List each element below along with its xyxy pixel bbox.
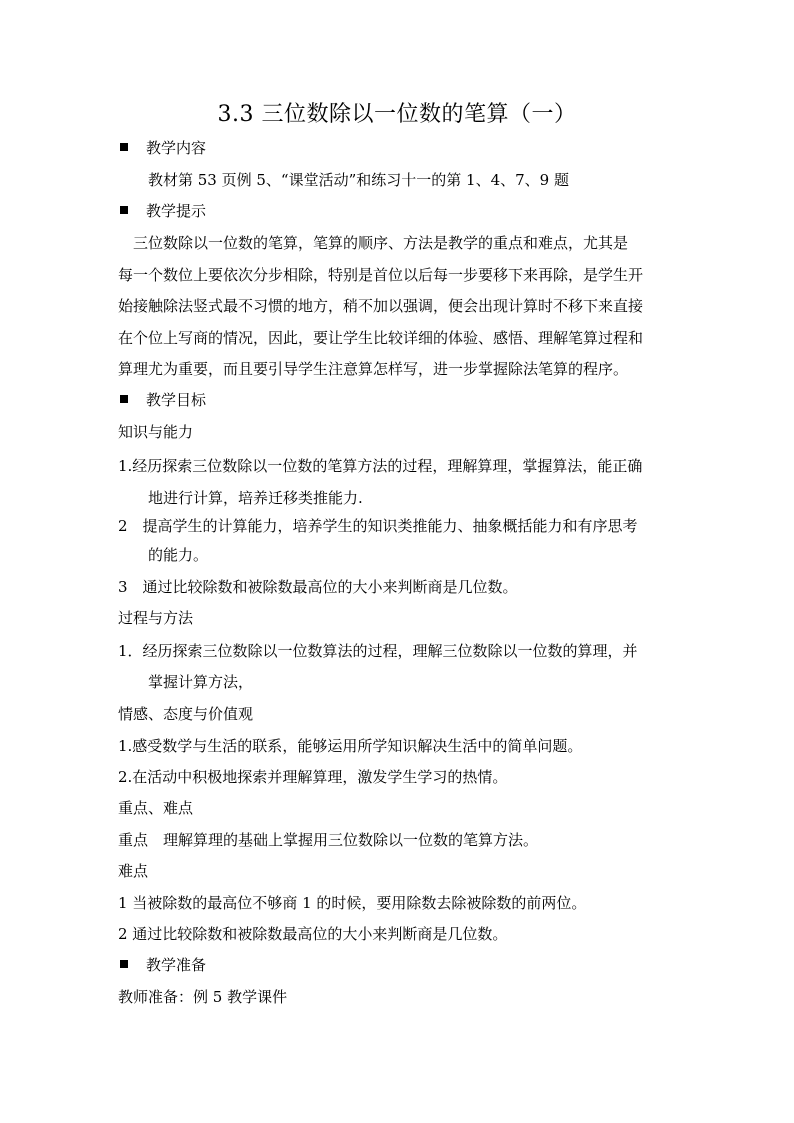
subheading-process: 过程与方法 bbox=[118, 609, 194, 627]
difficulty-item: 1 当被除数的最高位不够商 1 的时候，要用除数去除被除数的前两位。 bbox=[118, 894, 587, 912]
subheading-difficulty: 难点 bbox=[118, 862, 149, 880]
goal-item: 2.在活动中积极地探索并理解算理，激发学生学习的热情。 bbox=[118, 768, 508, 786]
hints-line: 三位数除以一位数的笔算，笔算的顺序、方法是教学的重点和难点，尤其是 bbox=[118, 234, 629, 252]
goal-item: 3 通过比较除数和被除数最高位的大小来判断商是几位数。 bbox=[118, 578, 518, 596]
goal-item-cont: 掌握计算方法， bbox=[148, 673, 254, 691]
subheading-knowledge: 知识与能力 bbox=[118, 423, 194, 441]
goal-item-cont: 的能力。 bbox=[148, 546, 209, 564]
section-heading-goals bbox=[120, 389, 206, 411]
goal-item: 1.经历探索三位数除以一位数的笔算方法的过程，理解算理，掌握算法，能正确 bbox=[118, 457, 643, 475]
square-bullet-icon bbox=[120, 395, 128, 403]
goal-item: 2 提高学生的计算能力，培养学生的知识类推能力、抽象概括能力和有序思考 bbox=[118, 517, 638, 535]
prep-text: 教师准备：例 5 教学课件 bbox=[118, 988, 288, 1006]
subheading-emotion: 情感、态度与价值观 bbox=[118, 705, 254, 723]
hints-line: 算理尤为重要，而且要引导学生注意算怎样写，进一步掌握除法笔算的程序。 bbox=[118, 360, 629, 378]
difficulty-item: 2 通过比较除数和被除数最高位的大小来判断商是几位数。 bbox=[118, 925, 508, 943]
goal-item-cont: 地进行计算，培养迁移类推能力. bbox=[148, 489, 363, 507]
square-bullet-icon bbox=[120, 206, 128, 214]
heading-text: 教学内容 bbox=[146, 139, 207, 157]
hints-line: 在个位上写商的情况，因此，要让学生比较详细的体验、感悟、理解笔算过程和 bbox=[118, 329, 644, 347]
square-bullet-icon bbox=[120, 143, 128, 151]
heading-text: 教学目标 bbox=[146, 391, 207, 409]
key-point-text: 重点 理解算理的基础上掌握用三位数除以一位数的笔算方法。 bbox=[118, 831, 539, 849]
section-heading-content bbox=[120, 137, 206, 159]
goal-item: 1.感受数学与生活的联系，能够运用所学知识解决生活中的简单问题。 bbox=[118, 737, 583, 755]
heading-text: 教学提示 bbox=[146, 202, 207, 220]
goal-item: 1．经历探索三位数除以一位数算法的过程，理解三位数除以一位数的算理，并 bbox=[118, 642, 638, 660]
square-bullet-icon bbox=[120, 960, 128, 968]
hints-line: 每一个数位上要依次分步相除，特别是首位以后每一步要移下来再除，是学生开 bbox=[118, 266, 644, 284]
hints-line: 始接触除法竖式最不习惯的地方，稍不加以强调，便会出现计算时不移下来直接 bbox=[118, 297, 644, 315]
subheading-key-points: 重点、难点 bbox=[118, 799, 194, 817]
document-title: 3.3 三位数除以一位数的笔算（一） bbox=[217, 102, 577, 127]
heading-text: 教学准备 bbox=[146, 956, 207, 974]
section-heading-hints bbox=[120, 200, 206, 222]
section-heading-prep bbox=[120, 954, 206, 976]
content-text: 教材第 53 页例 5、“课堂活动”和练习十一的第 1、4、7、9 题 bbox=[148, 171, 569, 189]
